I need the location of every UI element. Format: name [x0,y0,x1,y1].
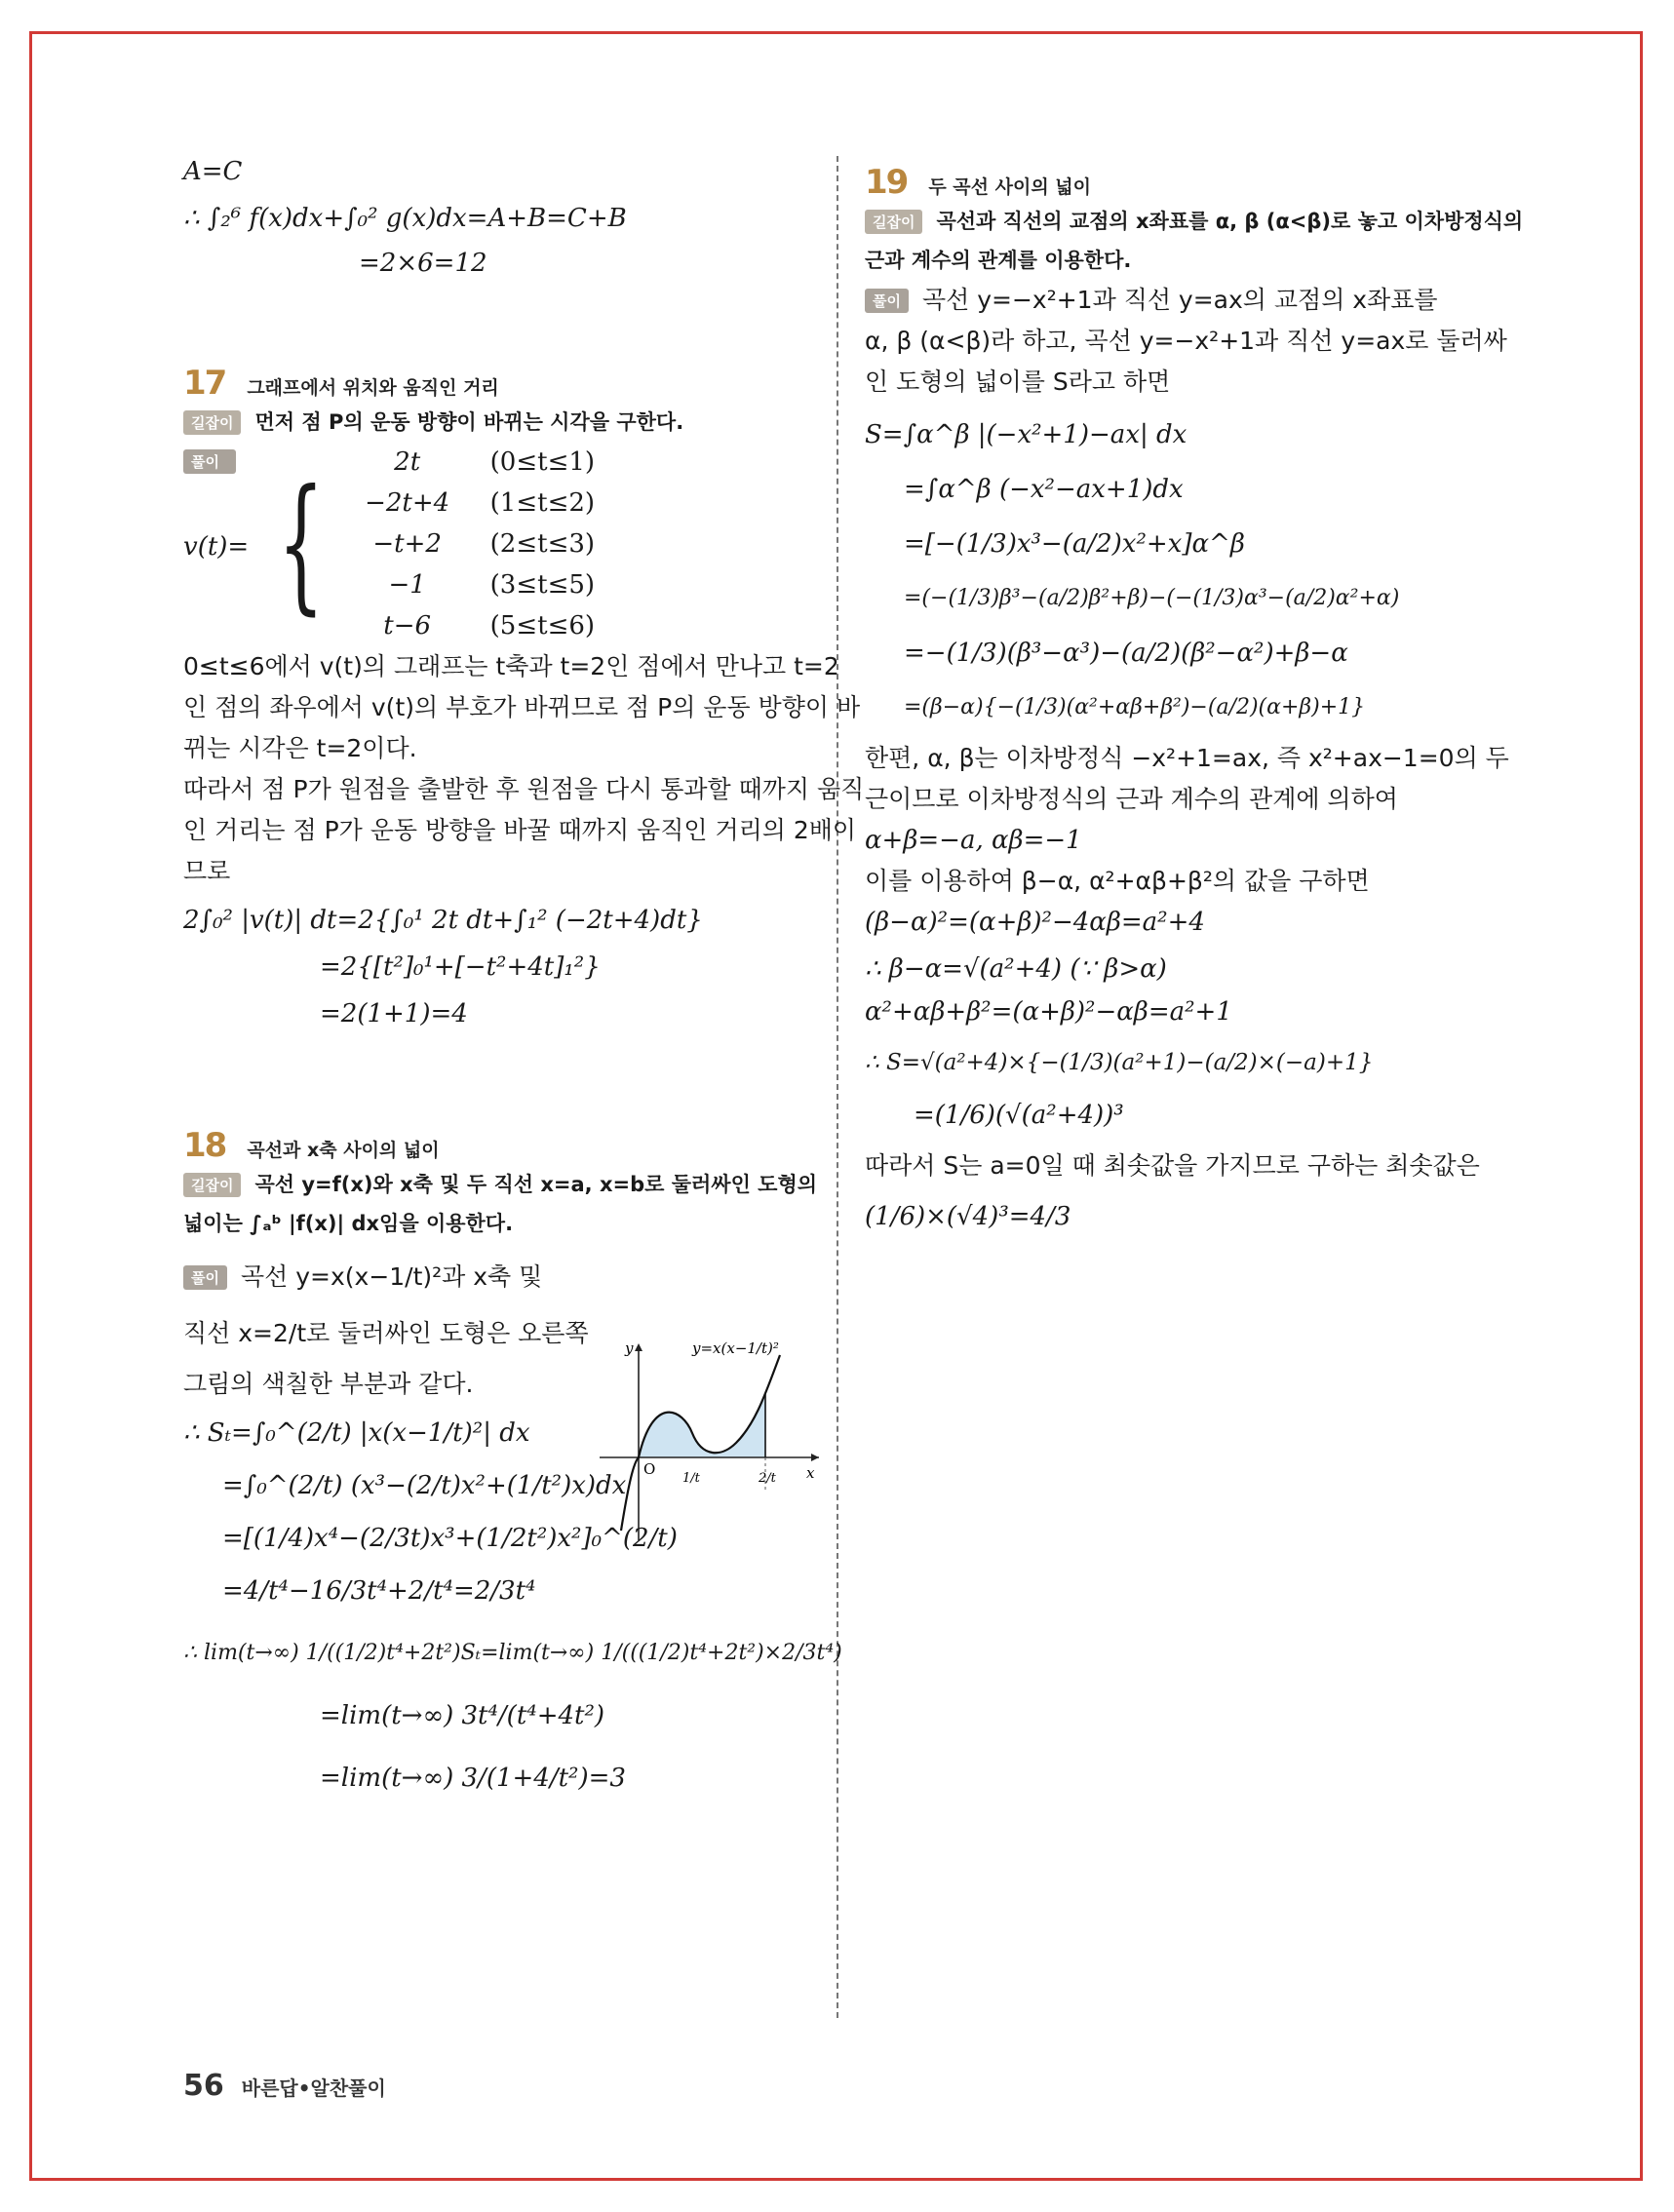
eq-line: ∴ lim(t→∞) 1/((1/2)t⁴+2t²)Sₜ=lim(t→∞) 1/(((1/2)t⁴+2t²)×2/3t⁴) [183,1641,842,1665]
right-column [865,151,1524,1237]
tick-label: 1/t [682,1471,700,1486]
solution-row [183,1257,817,1298]
solution-badge: 풀이 [865,289,909,313]
left-column [183,151,865,1799]
eq-line: ∴ ∫₂⁶ f(x)dx+∫₀² g(x)dx=A+B=C+B [183,204,627,233]
text-line: 곡선 y=−x²+1과 직선 y=ax의 교점의 x좌표를 [921,286,1438,314]
hint-text: 곡선 y=f(x)와 x축 및 두 직선 x=a, x=b로 둘러싸인 도형의 [254,1173,818,1196]
section-title: 그래프에서 위치와 움직인 거리 [247,377,499,399]
column-divider [837,156,838,2018]
case-expr: −t+2 [372,529,442,559]
eq-line: =∫α^β (−x²−ax+1)dx [904,475,1184,504]
footer-label: 바른답•알찬풀이 [241,2076,386,2100]
piecewise-function [183,442,817,646]
eq-line: =(1/6)(√(a²+4))³ [914,1101,1124,1130]
curve-label: y=x(x−1/t)² [692,1339,779,1357]
text-line: α, β (α<β)라 하고, 곡선 y=−x²+1과 직선 y=ax로 둘러싸 [865,327,1507,355]
hint-badge: 길잡이 [865,210,922,234]
text-line: 0≤t≤6에서 v(t)의 그래프는 t축과 t=2인 점에서 만나고 t=2 [183,652,839,680]
eq-line: =[−(1/3)x³−(a/2)x²+x]α^β [904,529,1245,559]
case-expr: −1 [388,570,426,600]
eq-line: =−(1/3)(β³−α³)−(a/2)(β²−α²)+β−α [904,639,1348,668]
text-line: 따라서 S는 a=0일 때 최솟값을 가지므로 구하는 최솟값은 [865,1151,1480,1180]
hint-text: 넓이는 ∫ₐᵇ |f(x)| dx임을 이용한다. [183,1212,514,1235]
case-row [354,605,595,646]
section-title: 두 곡선 사이의 넓이 [928,176,1092,198]
hint-text: 곡선과 직선의 교점의 x좌표를 α, β (α<β)로 놓고 이차방정식의 [936,210,1524,233]
eq-line: =lim(t→∞) 3t⁴/(t⁴+4t²) [320,1701,605,1730]
eq-line: =2(1+1)=4 [320,999,468,1028]
eq-line: =lim(t→∞) 3/(1+4/t²)=3 [320,1764,626,1793]
text-line: 근이므로 이차방정식의 근과 계수의 관계에 의하여 [865,785,1398,813]
v-label: v(t)= [183,531,250,562]
x-axis-label: x [806,1464,815,1482]
graph-18 [600,1336,824,1540]
text-line: 인 거리는 점 P가 운동 방향을 바꿀 때까지 움직인 거리의 2배이 [183,816,857,844]
text-line: 뀌는 시각은 t=2이다. [183,734,417,762]
origin-label: O [643,1460,656,1478]
eq-line: =2×6=12 [359,249,487,278]
eq-line: =(β−α){−(1/3)(α²+αβ+β²)−(a/2)(α+β)+1} [904,695,1366,719]
case-expr: 2t [394,447,421,477]
tick-label: 2/t [759,1471,776,1486]
arrow-icon [635,1343,642,1351]
eq-line: ∴ S=√(a²+4)×{−(1/3)(a²+1)−(a/2)×(−a)+1} [865,1050,1374,1075]
case-range: (0≤t≤1) [489,447,596,477]
hint-row [865,202,1524,241]
eq-line: =4/t⁴−16/3t⁴+2/t⁴=2/3t⁴ [222,1576,536,1606]
text-line: 인 점의 좌우에서 v(t)의 부호가 바뀌므로 점 P의 운동 방향이 바 [183,693,861,721]
hint-row [183,1165,817,1204]
y-axis-label: y [625,1339,634,1357]
section-number: 17 [183,364,226,403]
eq-line: ∴ Sₜ=∫₀^(2/t) |x(x−1/t)²| dx [183,1418,530,1448]
section-number: 19 [865,163,908,202]
case-range: (2≤t≤3) [489,529,596,559]
eq-line: A=C [183,157,243,186]
case-expr: t−6 [383,611,432,640]
solution-row [865,280,1499,321]
eq-line: α²+αβ+β²=(α+β)²−αβ=a²+1 [865,997,1232,1027]
section-title: 곡선과 x축 사이의 넓이 [247,1140,440,1161]
eq-line: (β−α)²=(α+β)²−4αβ=a²+4 [865,908,1205,937]
eq-line: S=∫α^β |(−x²+1)−ax| dx [865,420,1187,449]
text-line: 그림의 색칠한 부분과 같다. [183,1370,474,1398]
text-line: 므로 [183,857,231,885]
brace-icon: { [278,459,325,629]
text-line: 이를 이용하여 β−α, α²+αβ+β²의 값을 구하면 [865,867,1370,895]
hint-text: 근과 계수의 관계를 이용한다. [865,249,1132,272]
section-number: 18 [183,1126,226,1165]
case-row [354,524,595,564]
case-range: (5≤t≤6) [489,611,596,640]
hint-badge: 길잡이 [183,410,241,435]
eq-line: =2{[t²]₀¹+[−t²+4t]₁²} [320,952,601,982]
eq-line: =(−(1/3)β³−(a/2)β²+β)−(−(1/3)α³−(a/2)α²+α) [904,586,1400,610]
text-line: 곡선 y=x(x−1/t)²과 x축 및 [240,1262,543,1291]
case-expr: −2t+4 [365,488,450,518]
case-range: (1≤t≤2) [489,488,596,518]
hint-text: 먼저 점 P의 운동 방향이 바뀌는 시각을 구한다. [254,410,684,434]
case-row [354,442,595,483]
section-18-header [183,1126,817,1165]
eq-line: =[(1/4)x⁴−(2/3t)x³+(1/2t²)x²]₀^(2/t) [222,1524,678,1553]
solution-badge: 풀이 [183,1265,227,1290]
hint-row [183,403,817,442]
eq-line: (1/6)×(√4)³=4/3 [865,1202,1071,1231]
hint-badge: 길잡이 [183,1173,241,1197]
section-19-header [865,163,1499,202]
case-row [354,483,595,524]
case-range: (3≤t≤5) [489,570,596,600]
page-number: 56 [183,2069,224,2103]
text-line: 인 도형의 넓이를 S라고 하면 [865,368,1171,396]
case-row [354,564,595,605]
eq-line: α+β=−a, αβ=−1 [865,826,1082,855]
text-line: 따라서 점 P가 원점을 출발한 후 원점을 다시 통과할 때까지 움직 [183,775,865,803]
page-footer [183,2069,386,2103]
eq-line: ∴ β−α=√(a²+4) (∵ β>α) [865,954,1167,984]
text-line: 직선 x=2/t로 둘러싸인 도형은 오른쪽 [183,1319,589,1347]
section-17-header [183,364,817,403]
eq-line: =∫₀^(2/t) (x³−(2/t)x²+(1/t²)x)dx [222,1471,627,1500]
solution-badge: 풀이 [183,449,236,474]
text-line: 한편, α, β는 이차방정식 −x²+1=ax, 즉 x²+ax−1=0의 두 [865,744,1509,772]
arrow-icon [811,1454,819,1461]
eq-line: 2∫₀² |v(t)| dt=2{∫₀¹ 2t dt+∫₁² (−2t+4)dt} [183,906,703,935]
cases [354,442,595,646]
